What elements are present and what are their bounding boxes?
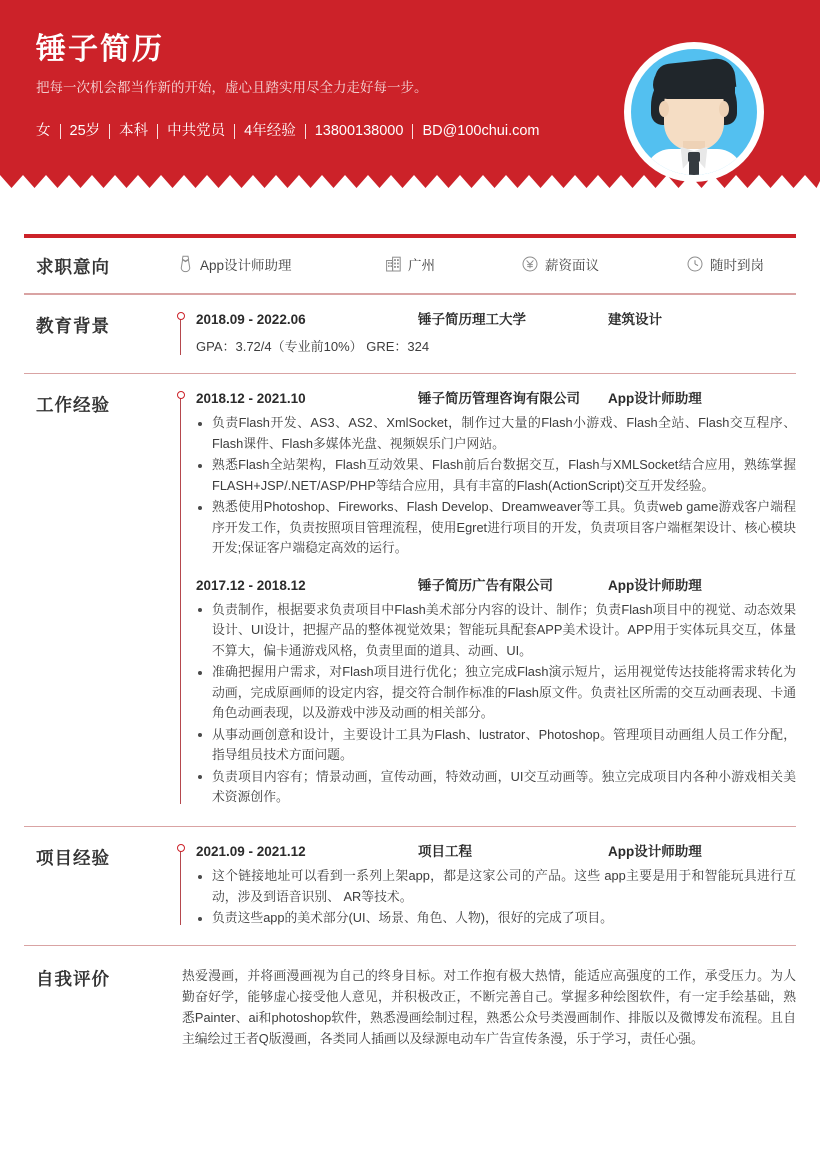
objective-row [178, 250, 796, 274]
avatar-illustration [631, 49, 757, 175]
work-entry-head [196, 575, 796, 597]
section-title-self-eval: 自我评价 [36, 969, 110, 990]
objective-body [178, 250, 796, 279]
section-work-experience [24, 374, 796, 826]
meta-divider [109, 124, 110, 139]
objective-availability-label: 随时到岗 [710, 258, 764, 273]
education-entry-head [196, 309, 796, 331]
work-role: App设计师助理 [608, 391, 702, 407]
list-item: 这个链接地址可以看到一系列上架app，都是这家公司的产品。这些 app主要是用于和智能玩具进行互动，涉及到语音识别、 AR等技术。 [196, 866, 796, 907]
avatar [624, 42, 764, 182]
list-item: 熟悉使用Photoshop、Fireworks、Flash Develop、Dreamweaver等工具。负责web game游戏客户端程序开发工作，负责按照项目管理流程，使用Egret进行项目的开发，负责项目客户端框架设计、核心模块开发;保证客户端稳定高效的运行。 [196, 497, 796, 559]
avatar-tie-icon [689, 161, 699, 175]
list-item: 准确把握用户需求，对Flash项目进行优化；独立完成Flash演示短片，运用视觉传达技能将需求转化为动画，完成原画师的设定内容，提交符合制作标准的Flash原文件。负责社区所需的交互动画表现、卡通角色动画表现，以及游戏中涉及动画的相关部分。 [196, 662, 796, 724]
education-date: 2018.09 - 2022.06 [196, 311, 306, 327]
education-timeline [178, 309, 796, 359]
header-meta-line [36, 120, 540, 142]
list-item: 负责这些app的美术部分(UI、场景、角色、人物)，很好的完成了项目。 [196, 908, 796, 929]
meta-divider [305, 124, 306, 139]
work-company: 锤子简历管理咨询有限公司 [418, 391, 580, 407]
education-major: 建筑设计 [608, 311, 662, 327]
objective-city [386, 254, 522, 274]
list-item: 从事动画创意和设计，主要设计工具为Flash、lustrator、Photoshop。管理项目动画组人员工作分配，指导组员技术方面问题。 [196, 725, 796, 766]
resume-body [0, 234, 820, 1067]
project-entry-head [196, 841, 796, 863]
meta-divider [157, 124, 158, 139]
section-job-objective [24, 238, 796, 293]
list-item: 负责Flash开发、AS3、AS2、XmlSocket，制作过大量的Flash小游戏、Flash全站、Flash交互程序、Flash课件、Flash多媒体光盘、视频娱乐门户网站。 [196, 413, 796, 454]
work-company: 锤子简历广告有限公司 [418, 577, 553, 593]
meta-age: 25岁 [69, 123, 101, 139]
section-title-project: 项目经验 [36, 848, 110, 869]
objective-position [178, 254, 386, 274]
zigzag-edge-icon [0, 175, 820, 188]
work-date: 2017.12 - 2018.12 [196, 577, 306, 593]
education-school: 锤子简历理工大学 [418, 311, 526, 327]
project-date: 2021.09 - 2021.12 [196, 844, 306, 860]
work-bullets [196, 413, 796, 559]
objective-city-label: 广州 [408, 258, 435, 273]
work-body [178, 388, 796, 810]
objective-salary-label: 薪资面议 [545, 258, 599, 273]
work-entry-head [196, 388, 796, 410]
header-text-block [36, 30, 540, 142]
meta-experience: 4年经验 [244, 123, 296, 139]
avatar-ear-right-icon [719, 101, 729, 117]
meta-degree: 本科 [119, 123, 149, 139]
education-detail: GPA：3.72/4（专业前10%） GRE：324 [196, 338, 430, 354]
meta-phone: 13800138000 [314, 123, 404, 139]
project-body [178, 841, 796, 931]
section-title-work: 工作经验 [36, 395, 110, 416]
section-self-evaluation [24, 946, 796, 1067]
meta-gender: 女 [36, 123, 51, 139]
list-item: 负责项目内容有；情景动画，宣传动画，特效动画，UI交互动画等。独立完成项目内各种小游戏相关美术资源创作。 [196, 767, 796, 808]
meta-email: BD@100chui.com [422, 123, 540, 139]
resume-header [0, 0, 820, 188]
education-entry [196, 309, 796, 359]
work-role: App设计师助理 [608, 577, 702, 593]
project-role: App设计师助理 [608, 844, 702, 860]
list-item: 熟悉Flash全站架构，Flash互动效果、Flash前后台数据交互，Flash与XMLSocket结合应用，熟练掌握FLASH+JSP/.NET/ASP/PHP等结合应用，具有丰富的Flash(ActionScript)交互开发经验。 [196, 455, 796, 496]
section-title-education: 教育背景 [36, 315, 110, 336]
objective-availability [687, 254, 764, 274]
work-entry [196, 388, 796, 559]
header-slogan: 把每一次机会都当作新的开始，虚心且踏实用尽全力走好每一步。 [36, 80, 428, 95]
list-item: 负责制作，根据要求负责项目中Flash美术部分内容的设计、制作；负责Flash项目中的视觉、动态效果设计、UI设计，把握产品的整体视觉效果；智能玩具配套APP美术设计。APP用于实体玩具交互，体量不算大，偏卡通游戏风格，负责里面的道具、动画、UI。 [196, 600, 796, 662]
meta-divider [60, 124, 61, 139]
work-entry [196, 575, 796, 808]
project-name: 项目工程 [418, 844, 472, 860]
meta-divider [412, 124, 413, 139]
avatar-ear-left-icon [659, 101, 669, 117]
project-timeline [178, 841, 796, 929]
section-education [24, 295, 796, 373]
self-eval-text: 热爱漫画，并将画漫画视为自己的终身目标。对工作抱有极大热情，能适应高强度的工作，承受压力。为人勤奋好学，能够虚心接受他人意见，并积极改正，不断完善自己。掌握多种绘图软件，有一定手绘基础，熟悉Painter、ai和photoshop软件，熟悉漫画绘制过程，熟悉公众号类漫画制作、排版以及微博发布流程。且自主编绘过王者Q版漫画，各类同人插画以及绿源电动车广告宣传条漫，乐于学习，责任心强。 [182, 968, 796, 1047]
clock-icon [687, 256, 703, 272]
project-bullets [196, 866, 796, 929]
necktie-icon [178, 255, 193, 274]
work-bullets [196, 600, 796, 808]
section-title-objective: 求职意向 [36, 257, 110, 277]
objective-position-label: App设计师助理 [200, 258, 292, 273]
work-timeline [178, 388, 796, 808]
meta-divider [234, 124, 235, 139]
objective-salary [522, 254, 687, 274]
yuan-icon [522, 256, 538, 272]
self-eval-body [178, 962, 796, 1049]
building-icon [386, 256, 401, 272]
work-date: 2018.12 - 2021.10 [196, 391, 306, 407]
page-title: 锤子简历 [36, 33, 164, 66]
education-body [178, 309, 796, 361]
meta-political: 中共党员 [167, 123, 226, 139]
section-project-experience [24, 827, 796, 945]
project-entry [196, 841, 796, 929]
